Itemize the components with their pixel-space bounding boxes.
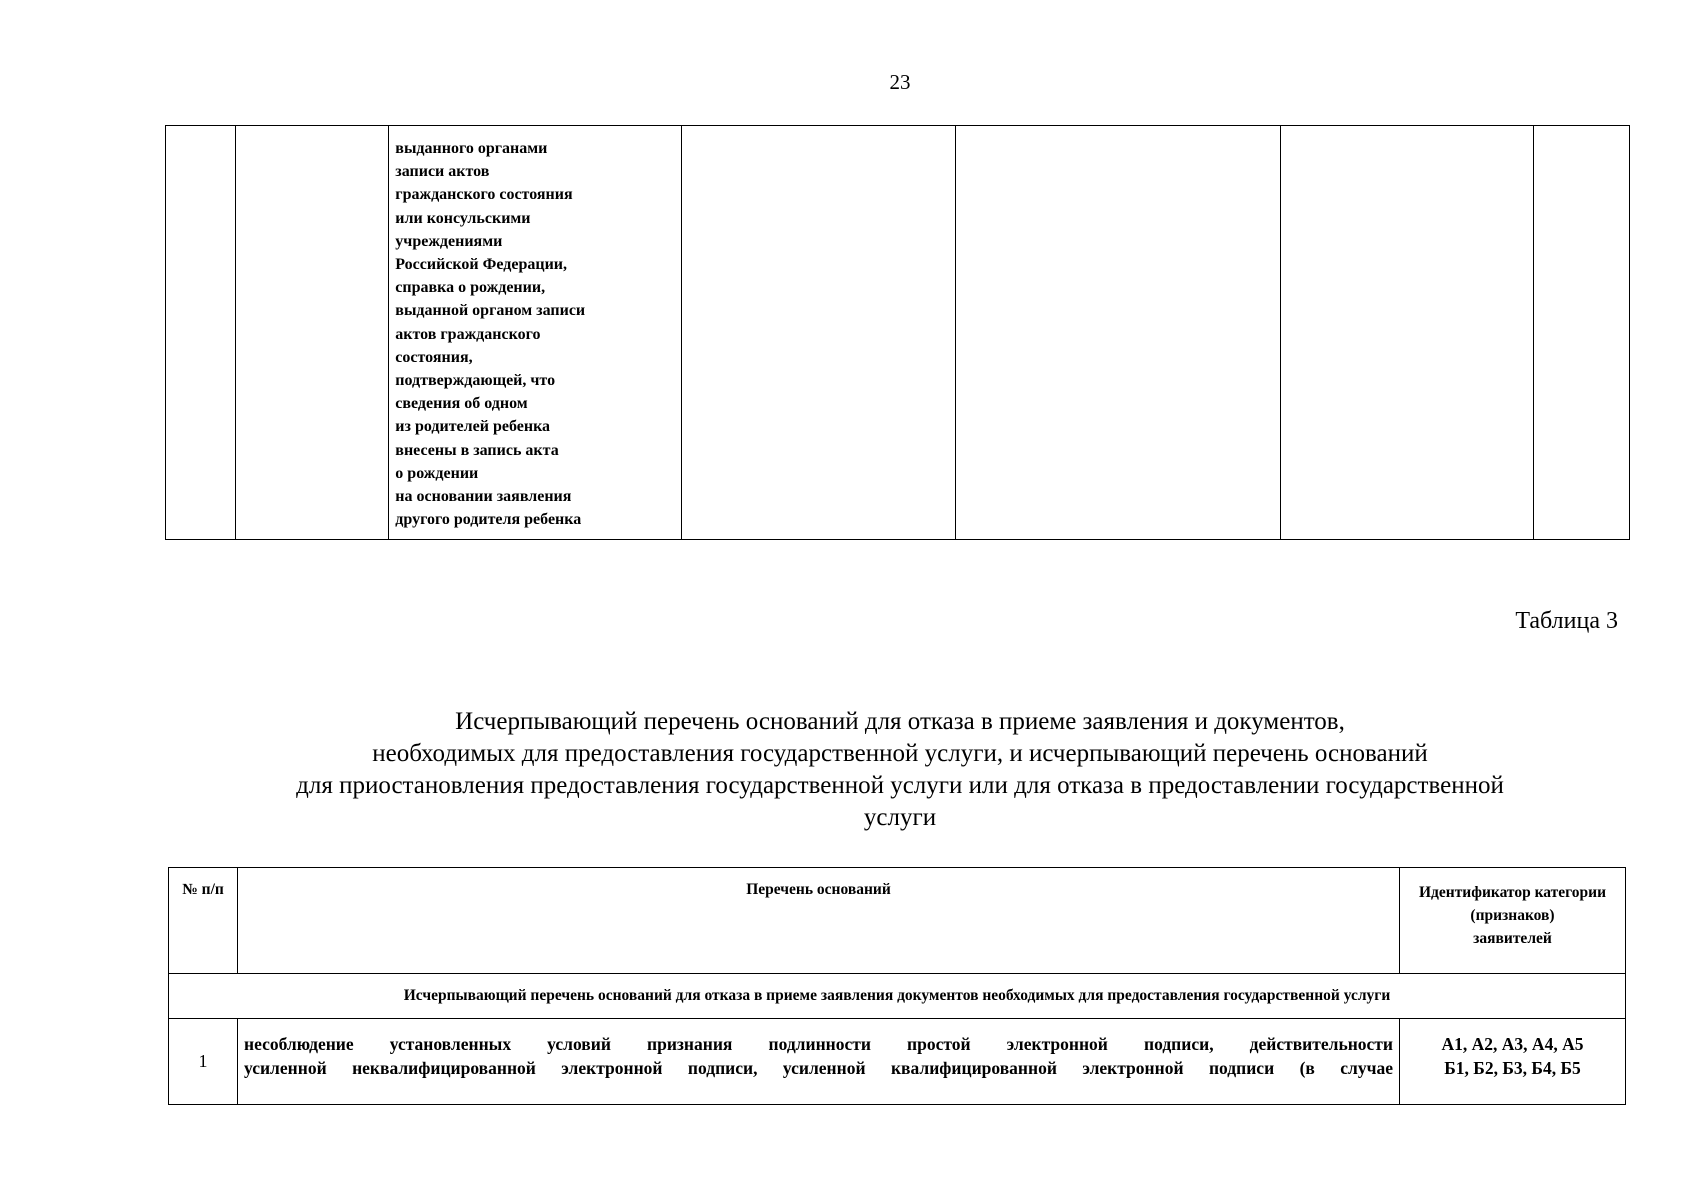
cell-text-line: гражданского состояния	[395, 186, 573, 204]
grounds-table	[168, 867, 1626, 1105]
table-label: Таблица 3	[1515, 608, 1618, 634]
table-heading	[150, 706, 1650, 834]
reason-line: усиленной неквалифицированной электронной подписи, усиленной квалифицированной электронной подписи (в случае	[244, 1058, 1393, 1078]
cell-text-line: выданного органами	[395, 140, 548, 157]
page-number: 23	[889, 70, 911, 94]
heading-line: необходимых для предоставления государственной услуги, и исчерпывающий перечень оснований	[372, 740, 1428, 767]
heading-line: для приостановления предоставления государственной услуги или для отказа в предоставлении государственной	[296, 772, 1504, 799]
empty-cell	[1534, 126, 1630, 540]
cell-text-line: другого родителя ребенка	[395, 511, 582, 529]
row-identifiers	[1400, 1019, 1626, 1105]
empty-cell	[236, 126, 389, 540]
row-number: 1	[169, 1019, 238, 1105]
identifier-line: Б1, Б2, Б3, Б4, Б5	[1444, 1058, 1581, 1078]
cell-text-line: о рождении	[395, 464, 479, 482]
header-identifier-line: заявителей	[1473, 930, 1552, 947]
header-identifier-line: (признаков)	[1470, 907, 1555, 924]
section-row	[169, 974, 1626, 1019]
header-identifier	[1400, 868, 1626, 974]
cell-text-line: учреждениями	[395, 232, 503, 250]
cell-text-line: справка о рождении,	[395, 279, 546, 297]
empty-cell	[956, 126, 1281, 540]
header-number: № п/п	[169, 868, 238, 974]
header-row	[169, 868, 1626, 974]
cell-text-line: внесены в запись акта	[395, 441, 559, 459]
header-reasons: Перечень оснований	[238, 868, 1400, 974]
heading-line: услуги	[863, 804, 937, 831]
continuation-table	[165, 125, 1630, 540]
header-identifier-line: Идентификатор категории	[1418, 884, 1607, 901]
table-row	[169, 1019, 1626, 1105]
cell-text-line: актов гражданского	[395, 325, 541, 343]
cell-text-line: на основании заявления	[395, 488, 572, 506]
document-description-cell	[389, 126, 682, 540]
cell-text-line: из родителей ребенка	[395, 418, 551, 436]
cell-text-line: или консульскими	[395, 209, 531, 227]
cell-text-line: Российской Федерации,	[395, 256, 568, 274]
section-title: Исчерпывающий перечень оснований для отказа в приеме заявления документов необходимых для предоставления государственной услуги	[169, 974, 1626, 1019]
cell-text-line: подтверждающей, что	[395, 372, 556, 390]
cell-text-line: сведения об одном	[395, 395, 528, 413]
reason-line: несоблюдение установленных условий признания подлинности простой электронной подписи, действительности	[244, 1034, 1393, 1054]
row-reason	[238, 1019, 1400, 1105]
cell-text-line: выданной органом записи	[395, 302, 586, 320]
cell-text-line: записи актов	[395, 163, 490, 181]
identifier-line: А1, А2, А3, А4, А5	[1441, 1034, 1584, 1054]
empty-cell	[166, 126, 236, 540]
cell-text-line: состояния,	[395, 348, 473, 366]
empty-cell	[681, 126, 956, 540]
empty-cell	[1281, 126, 1534, 540]
heading-line: Исчерпывающий перечень оснований для отказа в приеме заявления и документов,	[455, 708, 1345, 735]
